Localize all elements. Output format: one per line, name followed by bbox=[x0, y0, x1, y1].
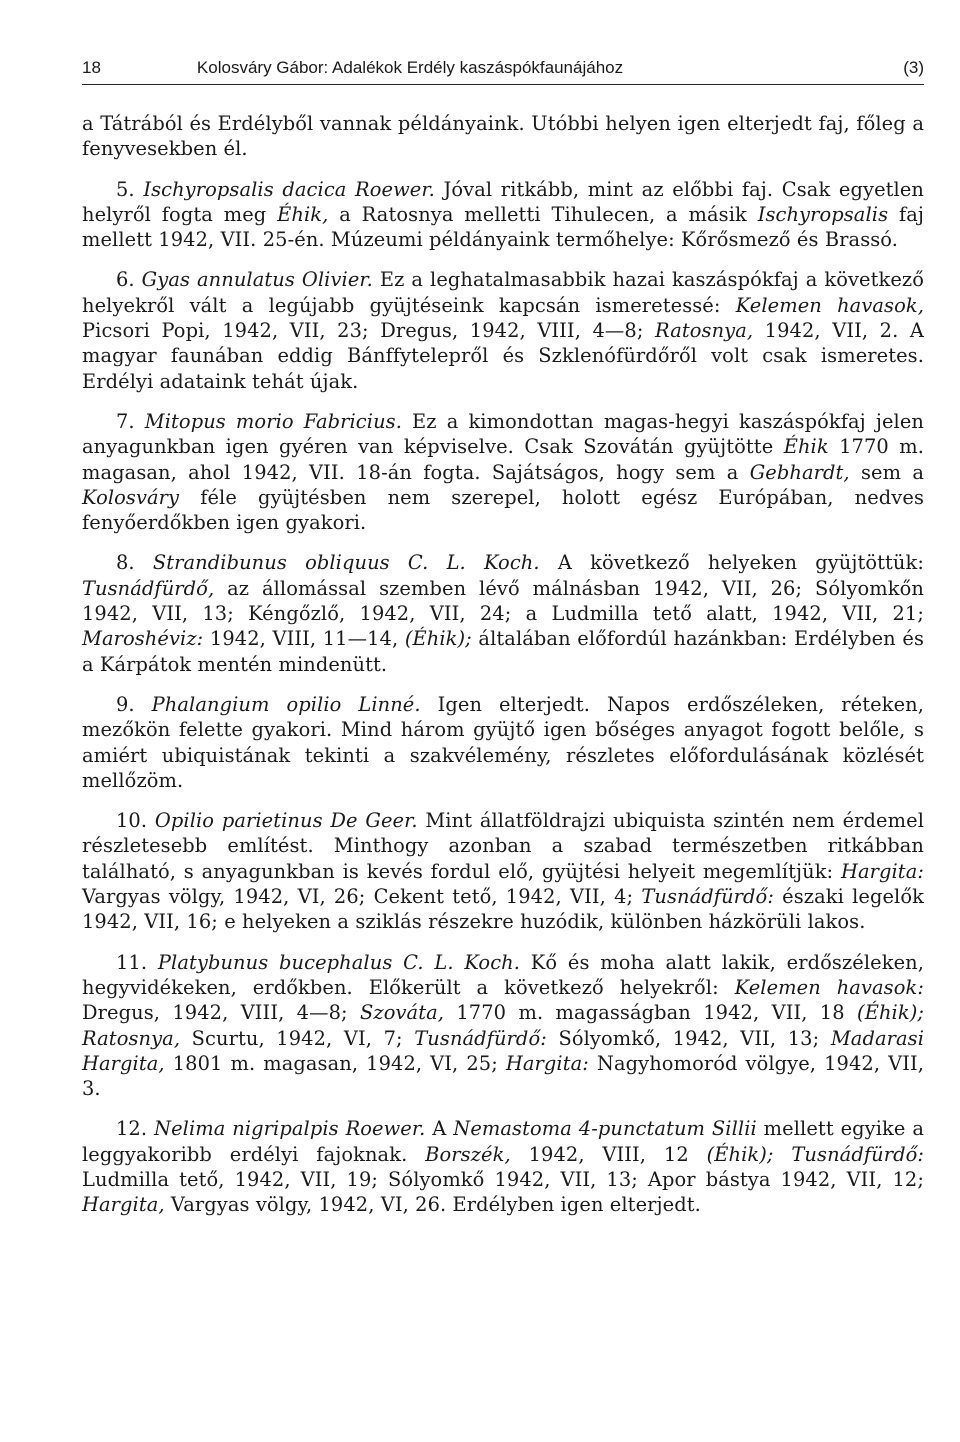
italic-run: Mitopus morio Fabricius. bbox=[144, 409, 402, 433]
text-run: mellett egyike a leggyakoribb erdélyi fajoknak. bbox=[82, 1117, 924, 1166]
text-run: 5. bbox=[116, 177, 144, 201]
italic-run: Borszék, bbox=[425, 1142, 511, 1166]
italic-run: Nelima nigripalpis Roewer. bbox=[154, 1117, 426, 1141]
italic-run: (Éhik); Tusnádfürdő: bbox=[706, 1142, 924, 1166]
italic-run: Hargita, bbox=[82, 1193, 165, 1217]
page-number: 18 bbox=[82, 58, 101, 77]
species-entry-9 bbox=[82, 692, 924, 793]
text-run: Sólyomkő, 1942, VII, 13; bbox=[546, 1026, 831, 1050]
italic-run: Éhik bbox=[783, 435, 829, 459]
text-run: 1801 m. magasan, 1942, VI, 25; bbox=[164, 1051, 506, 1075]
italic-run: Opilio parietinus De Geer. bbox=[154, 809, 418, 833]
italic-run: Gebhardt, bbox=[749, 460, 850, 484]
text-run: 9. bbox=[116, 692, 152, 716]
italic-run: Ratosnya, bbox=[655, 319, 754, 343]
italic-run: Kelemen havasok, bbox=[735, 293, 924, 317]
italic-run: (Éhik); Ratosnya, bbox=[82, 1001, 924, 1050]
italic-run: Tusnádfürdő, bbox=[82, 576, 215, 600]
text-run: Jóval ritkább, mint az előbbi faj. Csak egyetlen helyről fogta meg bbox=[82, 177, 925, 226]
italic-run: Éhik, bbox=[277, 202, 329, 226]
text-run: féle gyüjtésben nem szerepel, holott egész Európában, nedves fenyőerdőkben igen gyakori. bbox=[82, 485, 924, 535]
italic-run: Tusnádfürdő: bbox=[414, 1026, 547, 1050]
text-run: faj mellett 1942, VII. 25-én. Múzeumi példányaink termőhelye: Kőrősmező és Brassó. bbox=[82, 202, 924, 252]
text-run: 1770 m. magasságban 1942, VII, 18 bbox=[444, 1001, 858, 1025]
text-run: sem a bbox=[849, 460, 924, 484]
text-run: 1942, VII, 2. A magyar faunában eddig Bánffytelepről és Szklenófürdőről volt csak ismeretes. Erdélyi adataink tehát újak. bbox=[82, 319, 924, 393]
species-entry-8 bbox=[82, 550, 924, 676]
italic-run: Nemastoma 4-punctatum Sillii bbox=[453, 1117, 757, 1141]
journal-page bbox=[82, 58, 924, 1233]
text-run: északi legelők 1942, VII, 16; e helyeken a sziklás részekre huzódik, különben házkörüli lakos. bbox=[82, 885, 924, 934]
italic-run: Kolosváry bbox=[82, 485, 180, 509]
italic-run: (Éhik); bbox=[404, 627, 472, 651]
text-run: általában előfordúl hazánkban: Erdélyben és a Kárpátok mentén mindenütt. bbox=[82, 627, 924, 676]
text-run: Ludmilla tető, 1942, VII, 19; Sólyomkő 1942, VII, 13; Apor bástya 1942, VII, 12; bbox=[82, 1167, 924, 1191]
text-run: 1942, VIII, 12 bbox=[510, 1142, 707, 1166]
italic-run: Madarasi Hargita, bbox=[82, 1026, 925, 1075]
text-run: Mint állatföldrajzi ubiquista szintén nem érdemel részletesebb említést. Minthogy azonban a szabad természetben ritkábban található, s anyagunkban is kevés fordul elő, gyüjtési helyeit megemlítjük: bbox=[82, 809, 924, 883]
text-run: 1770 m. magasan, ahol 1942, VII. 18-án fogta. Sajátságos, hogy sem a bbox=[82, 435, 924, 484]
italic-run: Szováta, bbox=[360, 1001, 445, 1025]
italic-run: Ischyropsalis dacica Roewer. bbox=[143, 177, 435, 201]
species-entry-5 bbox=[82, 177, 924, 253]
species-entry-11 bbox=[82, 950, 924, 1102]
text-run: Ez a kimondottan magas-hegyi kaszáspókfaj jelen anyagunkban igen gyéren van képviselve. Csak Szovátán gyüjtötte bbox=[82, 409, 924, 459]
italic-run: Tusnádfürdő: bbox=[641, 885, 774, 909]
issue-number: (3) bbox=[903, 58, 924, 77]
italic-run: Hargita: bbox=[505, 1051, 589, 1075]
running-header bbox=[82, 58, 924, 85]
running-title: Kolosváry Gábor: Adalékok Erdély kaszáspókfaunájához bbox=[196, 58, 624, 77]
text-run: az állomással szemben lévő málnásban 1942, VII, 26; Sólyomkőn 1942, VII, 13; Kéngőzlő, 1942, VII, 24; a Ludmilla tető alatt, 1942, VII, 21; bbox=[82, 576, 924, 626]
italic-run: Gyas annulatus Olivier. bbox=[141, 268, 373, 292]
text-run: Vargyas völgy, 1942, VI, 26. Erdélyben igen elterjedt. bbox=[164, 1193, 701, 1217]
italic-run: Platybunus bucephalus C. L. Koch. bbox=[157, 950, 521, 974]
text-run: Igen elterjedt. Napos erdőszéleken, réteken, mezőkön felette gyakori. Mind három gyüjtő igen bőséges anyagot fogott belőle, s amiért ubiquistának tekinti a szakvélemény, részletes előfordulásának közlését mellőzöm. bbox=[82, 692, 924, 792]
text-run: Picsori Popi, 1942, VII, 23; Dregus, 1942, VIII, 4—8; bbox=[82, 319, 656, 343]
italic-run: Maroshéviz: bbox=[82, 627, 204, 651]
text-run: 8. bbox=[116, 551, 153, 575]
italic-run: Ischyropsalis bbox=[757, 202, 889, 226]
text-run: Nagyhomoród völgye, 1942, VII, 3. bbox=[82, 1051, 924, 1101]
italic-run: Strandibunus obliquus C. L. Koch. bbox=[152, 551, 540, 575]
species-entry-7 bbox=[82, 409, 924, 535]
text-run: Ez a leghatalmasabbik hazai kaszáspókfaj a következő helyekről vált a legújabb gyüjtéseink kapcsán ismeretessé: bbox=[82, 268, 925, 317]
italic-run: Kelemen havasok: bbox=[734, 975, 924, 999]
paragraph-intro bbox=[82, 111, 924, 162]
species-entry-12 bbox=[82, 1116, 924, 1217]
text-run: 1942, VIII, 11—14, bbox=[203, 627, 405, 651]
text-run: Vargyas völgy, 1942, VI, 26; Cekent tető, 1942, VII, 4; bbox=[82, 885, 642, 909]
text-run: A bbox=[425, 1117, 454, 1141]
text-run: Scurtu, 1942, VI, 7; bbox=[180, 1026, 415, 1050]
article-body bbox=[82, 111, 924, 1218]
species-entry-10 bbox=[82, 808, 924, 934]
italic-run: Phalangium opilio Linné. bbox=[151, 692, 421, 716]
text-run: Kő és moha alatt lakik, erdőszéleken, hegyvidékeken, erdőkben. Előkerült a következő helyekről: bbox=[82, 950, 924, 999]
text-run: 6. bbox=[116, 268, 142, 292]
text-run: 7. bbox=[116, 409, 145, 433]
text-run: a Ratosnya melletti Tihulecen, a másik bbox=[328, 202, 758, 226]
text-run: a Tátrából és Erdélyből vannak példányaink. Utóbbi helyen igen elterjedt faj, főleg a fenyvesekben él. bbox=[82, 112, 924, 161]
text-run: 12. bbox=[116, 1117, 155, 1141]
species-entry-6 bbox=[82, 267, 924, 393]
text-run: 10. bbox=[116, 809, 155, 833]
text-run: Dregus, 1942, VIII, 4—8; bbox=[82, 1001, 361, 1025]
text-run: 11. bbox=[116, 950, 158, 974]
text-run: A következő helyeken gyüjtöttük: bbox=[539, 551, 924, 575]
italic-run: Hargita: bbox=[840, 859, 924, 883]
